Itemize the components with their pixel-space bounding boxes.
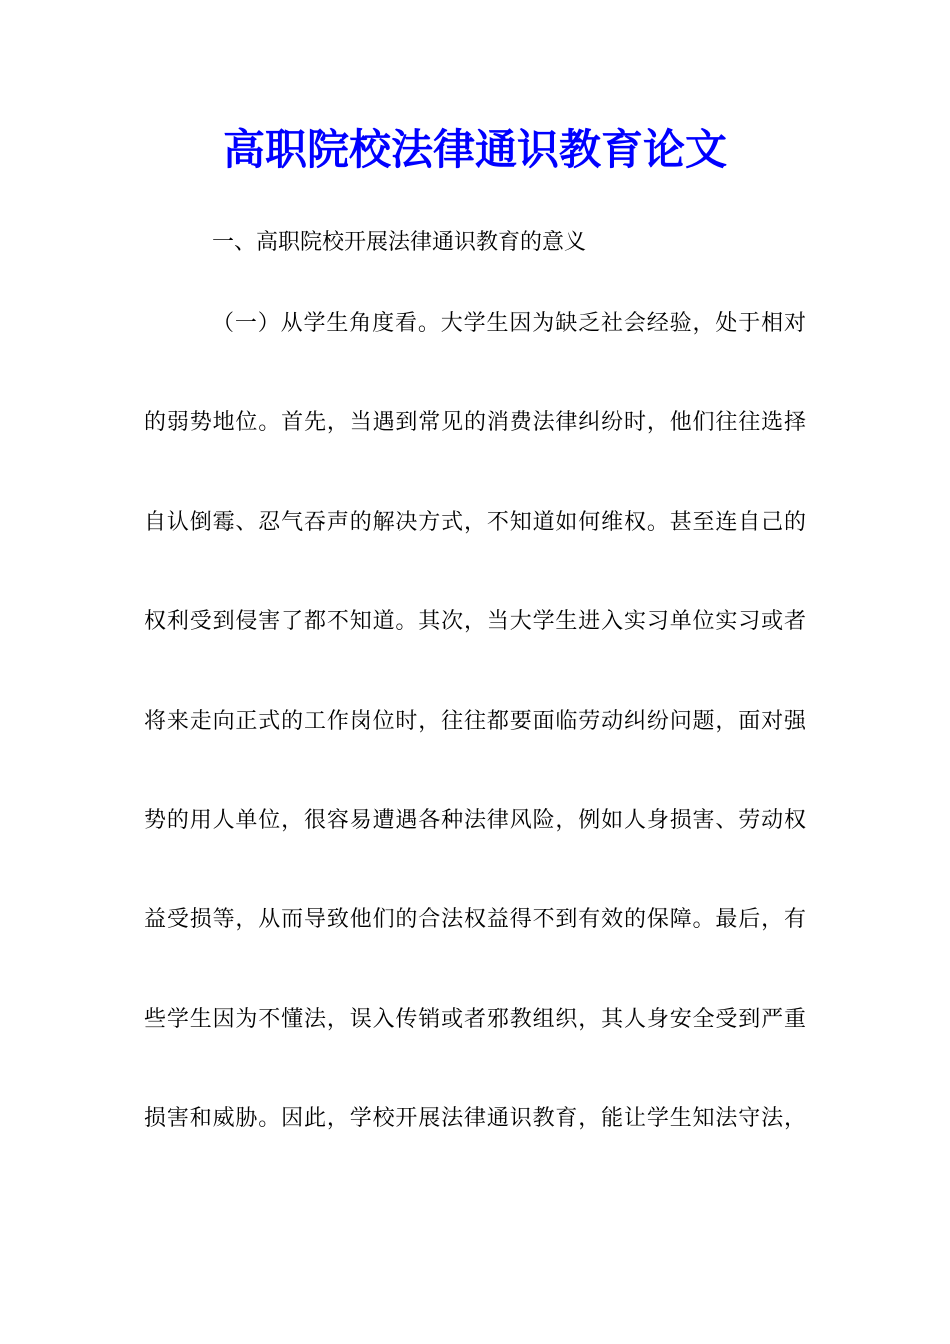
paragraph-line: （一）从学生角度看。大学生因为缺乏社会经验，处于相对 [212,311,806,336]
paragraph-line: 自认倒霉、忍气吞声的解决方式，不知道如何维权。甚至连自己的 [144,510,806,535]
paragraph-line: 权利受到侵害了都不知道。其次，当大学生进入实习单位实习或者 [144,609,806,634]
section-heading: 一、高职院校开展法律通识教育的意义 [212,230,587,255]
paragraph-line: 损害和威胁。因此，学校开展法律通识教育，能让学生知法守法， [144,1106,806,1131]
paragraph-line: 的弱势地位。首先，当遇到常见的消费法律纠纷时，他们往往选择 [144,410,806,435]
paragraph-line: 些学生因为不懂法，误入传销或者邪教组织，其人身安全受到严重 [144,1007,806,1032]
paragraph-line: 益受损等，从而导致他们的合法权益得不到有效的保障。最后，有 [144,907,806,932]
paragraph-line: 势的用人单位，很容易遭遇各种法律风险，例如人身损害、劳动权 [144,808,806,833]
paragraph-line: 将来走向正式的工作岗位时，往往都要面临劳动纠纷问题，面对强 [144,709,806,734]
document-title: 高职院校法律通识教育论文 [222,125,727,174]
